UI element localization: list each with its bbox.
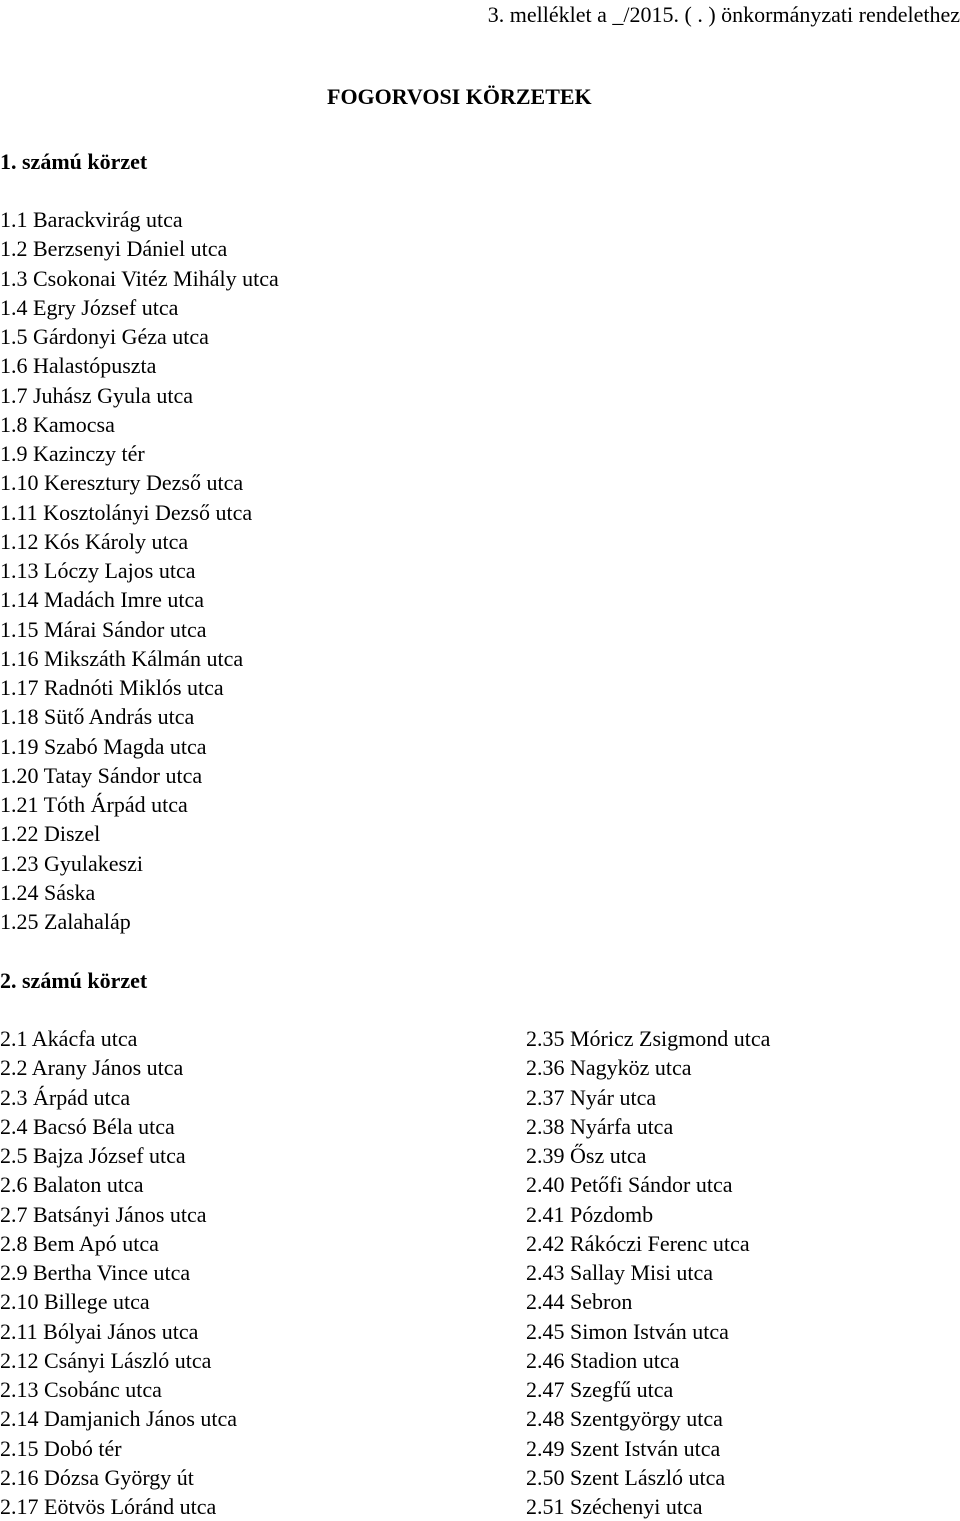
district-2-street-list-right <box>526 1024 770 1521</box>
list-item: 1.2 Berzsenyi Dániel utca <box>0 236 228 262</box>
list-item: 2.16 Dózsa György út <box>0 1464 194 1490</box>
list-item: 2.36 Nagyköz utca <box>526 1055 692 1081</box>
list-item: 1.19 Szabó Magda utca <box>0 733 207 759</box>
list-item: 2.47 Szegfű utca <box>526 1377 674 1402</box>
list-item: 2.37 Nyár utca <box>526 1084 657 1110</box>
list-item: 1.22 Diszel <box>0 821 101 847</box>
list-item: 2.7 Batsányi János utca <box>0 1201 207 1227</box>
district-1-heading: 1. számú körzet <box>0 149 148 174</box>
list-item: 2.45 Simon István utca <box>526 1318 729 1344</box>
list-item: 2.43 Sallay Misi utca <box>526 1260 713 1285</box>
list-item: 1.7 Juhász Gyula utca <box>0 382 194 408</box>
district-2-heading: 2. számú körzet <box>0 968 148 993</box>
list-item: 2.17 Eötvös Lóránd utca <box>0 1494 217 1519</box>
list-item: 2.14 Damjanich János utca <box>0 1406 238 1432</box>
list-item: 2.41 Pózdomb <box>526 1201 654 1227</box>
list-item: 2.2 Arany János utca <box>0 1055 184 1081</box>
list-item: 1.14 Madách Imre utca <box>0 587 205 613</box>
list-item: 2.40 Petőfi Sándor utca <box>526 1172 733 1198</box>
list-item: 2.35 Móricz Zsigmond utca <box>526 1026 771 1051</box>
list-item: 2.12 Csányi László utca <box>0 1347 212 1373</box>
list-item: 2.44 Sebron <box>526 1289 633 1315</box>
list-item: 1.1 Barackvirág utca <box>0 207 183 232</box>
district-2-street-list-left <box>0 1024 237 1521</box>
list-item: 2.10 Billege utca <box>0 1289 150 1315</box>
list-item: 1.20 Tatay Sándor utca <box>0 762 203 788</box>
list-item: 1.8 Kamocsa <box>0 411 115 437</box>
list-item: 2.42 Rákóczi Ferenc utca <box>526 1230 750 1256</box>
document-title: FOGORVOSI KÖRZETEK <box>327 84 592 109</box>
list-item: 2.50 Szent László utca <box>526 1464 726 1490</box>
list-item: 2.48 Szentgyörgy utca <box>526 1406 723 1432</box>
annex-reference: 3. melléklet a _/2015. ( . ) önkormányzati rendelethez <box>487 2 960 27</box>
list-item: 1.25 Zalahaláp <box>0 909 131 934</box>
list-item: 2.5 Bajza József utca <box>0 1143 186 1168</box>
list-item: 1.24 Sáska <box>0 879 96 905</box>
list-item: 2.51 Széchenyi utca <box>526 1494 703 1519</box>
list-item: 2.8 Bem Apó utca <box>0 1230 159 1256</box>
list-item: 2.49 Szent István utca <box>526 1435 721 1461</box>
list-item: 1.21 Tóth Árpád utca <box>0 792 188 817</box>
list-item: 2.46 Stadion utca <box>526 1347 680 1373</box>
list-item: 1.17 Radnóti Miklós utca <box>0 675 224 700</box>
list-item: 1.15 Márai Sándor utca <box>0 616 207 642</box>
list-item: 1.18 Sütő András utca <box>0 704 195 730</box>
list-item: 2.9 Bertha Vince utca <box>0 1260 191 1285</box>
list-item: 1.6 Halastópuszta <box>0 353 157 379</box>
list-item: 1.11 Kosztolányi Dezső utca <box>0 499 253 525</box>
list-item: 2.3 Árpád utca <box>0 1084 131 1110</box>
list-item: 2.4 Bacsó Béla utca <box>0 1113 175 1139</box>
list-item: 1.23 Gyulakeszi <box>0 850 143 876</box>
list-item: 2.1 Akácfa utca <box>0 1026 138 1051</box>
list-item: 1.12 Kós Károly utca <box>0 528 189 554</box>
list-item: 1.10 Keresztury Dezső utca <box>0 470 244 496</box>
list-item: 2.13 Csobánc utca <box>0 1377 162 1402</box>
district-1-street-list <box>0 205 279 936</box>
list-item: 1.5 Gárdonyi Géza utca <box>0 324 209 349</box>
list-item: 2.15 Dobó tér <box>0 1435 122 1461</box>
list-item: 2.6 Balaton utca <box>0 1172 144 1198</box>
list-item: 2.38 Nyárfa utca <box>526 1113 674 1139</box>
list-item: 1.16 Mikszáth Kálmán utca <box>0 645 244 671</box>
list-item: 1.4 Egry József utca <box>0 294 179 320</box>
list-item: 2.39 Ősz utca <box>526 1143 647 1168</box>
list-item: 1.13 Lóczy Lajos utca <box>0 558 196 583</box>
list-item: 1.3 Csokonai Vitéz Mihály utca <box>0 265 279 291</box>
list-item: 2.11 Bólyai János utca <box>0 1318 199 1344</box>
list-item: 1.9 Kazinczy tér <box>0 441 145 466</box>
